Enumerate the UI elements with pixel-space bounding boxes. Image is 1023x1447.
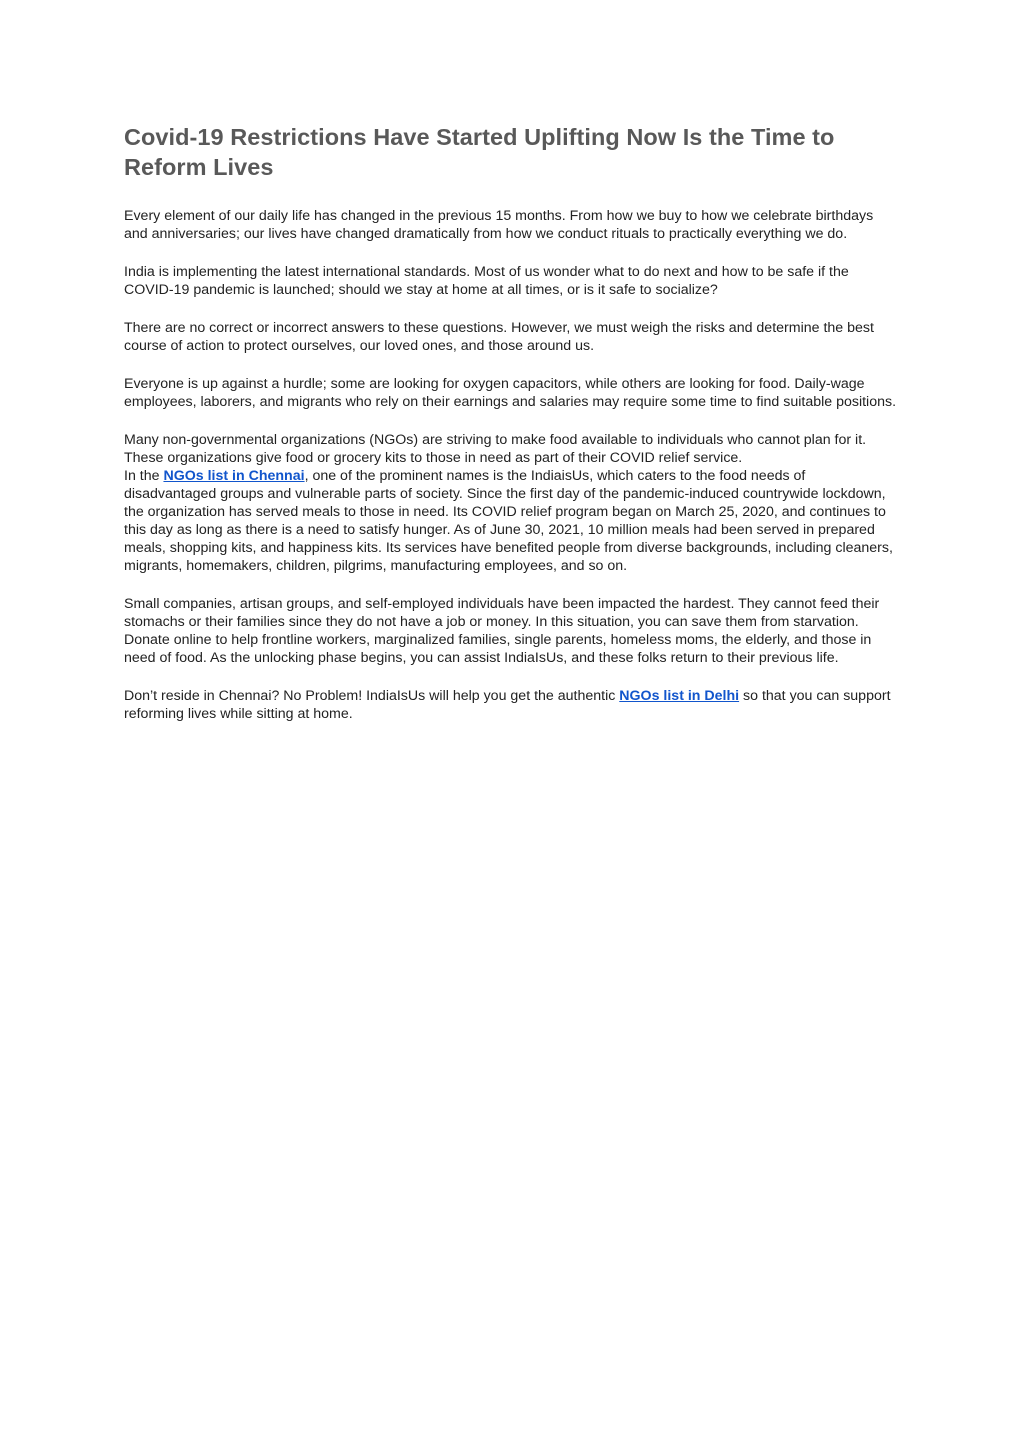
paragraph-7-rest: so that you can support reforming lives while sitting at home. [124, 688, 891, 722]
paragraph-5-intro: Many non-governmental organizations (NGOs) are striving to make food available to individuals who cannot plan for it. These organizations give food or grocery kits to those in need as part of their COVID relief service. [124, 432, 867, 466]
paragraph-5-lead: In the [124, 468, 164, 484]
ngos-list-delhi-link[interactable]: NGOs list in Delhi [619, 688, 740, 704]
paragraph-6: Small companies, artisan groups, and self-employed individuals have been impacted the hardest. They cannot feed their stomachs or their families since they do not have a job or money. In this situation, you can save them from starvation. Donate online to help frontline workers, marginalized families, single parents, homeless moms, the elderly, and those in need of food. As the unlocking phase begins, you can assist IndiaIsUs, and these folks return to their previous life. [124, 596, 880, 666]
paragraph-4: Everyone is up against a hurdle; some are looking for oxygen capacitors, while others are looking for food. Daily-wage employees, laborers, and migrants who rely on their earnings and salaries may require some time to find suitable positions. [124, 376, 897, 410]
paragraph-3: There are no correct or incorrect answers to these questions. However, we must weigh the risks and determine the best course of action to protect ourselves, our loved ones, and those around us. [124, 320, 874, 354]
paragraph-1: Every element of our daily life has changed in the previous 15 months. From how we buy to how we celebrate birthdays and anniversaries; our lives have changed dramatically from how we conduct rituals to practically everything we do. [124, 208, 874, 242]
ngos-list-chennai-link[interactable]: NGOs list in Chennai [163, 468, 305, 484]
paragraph-2: India is implementing the latest international standards. Most of us wonder what to do next and how to be safe if the COVID-19 pandemic is launched; should we stay at home at all times, or is it safe to socialize? [124, 264, 849, 298]
paragraph-5 [124, 431, 900, 575]
paragraph-7 [124, 687, 900, 723]
paragraph-7-lead: Don’t reside in Chennai? No Problem! IndiaIsUs will help you get the authentic [124, 688, 620, 704]
document-page [124, 122, 900, 743]
article-title: Covid-19 Restrictions Have Started Uplifting Now Is the Time to Reform Lives [124, 124, 835, 180]
paragraph-5-rest: , one of the prominent names is the IndiaisUs, which caters to the food needs of disadvantaged groups and vulnerable parts of society. Since the first day of the pandemic-induced countrywide lockdown, the organization has served meals to those in need. Its COVID relief program began on March 25, 2020, and continues to this day as long as there is a need to satisfy hunger. As of June 30, 2021, 10 million meals had been served in prepared meals, shopping kits, and happiness kits. Its services have benefited people from diverse backgrounds, including cleaners, migrants, homemakers, children, pilgrims, manufacturing employees, and so on. [124, 468, 893, 574]
